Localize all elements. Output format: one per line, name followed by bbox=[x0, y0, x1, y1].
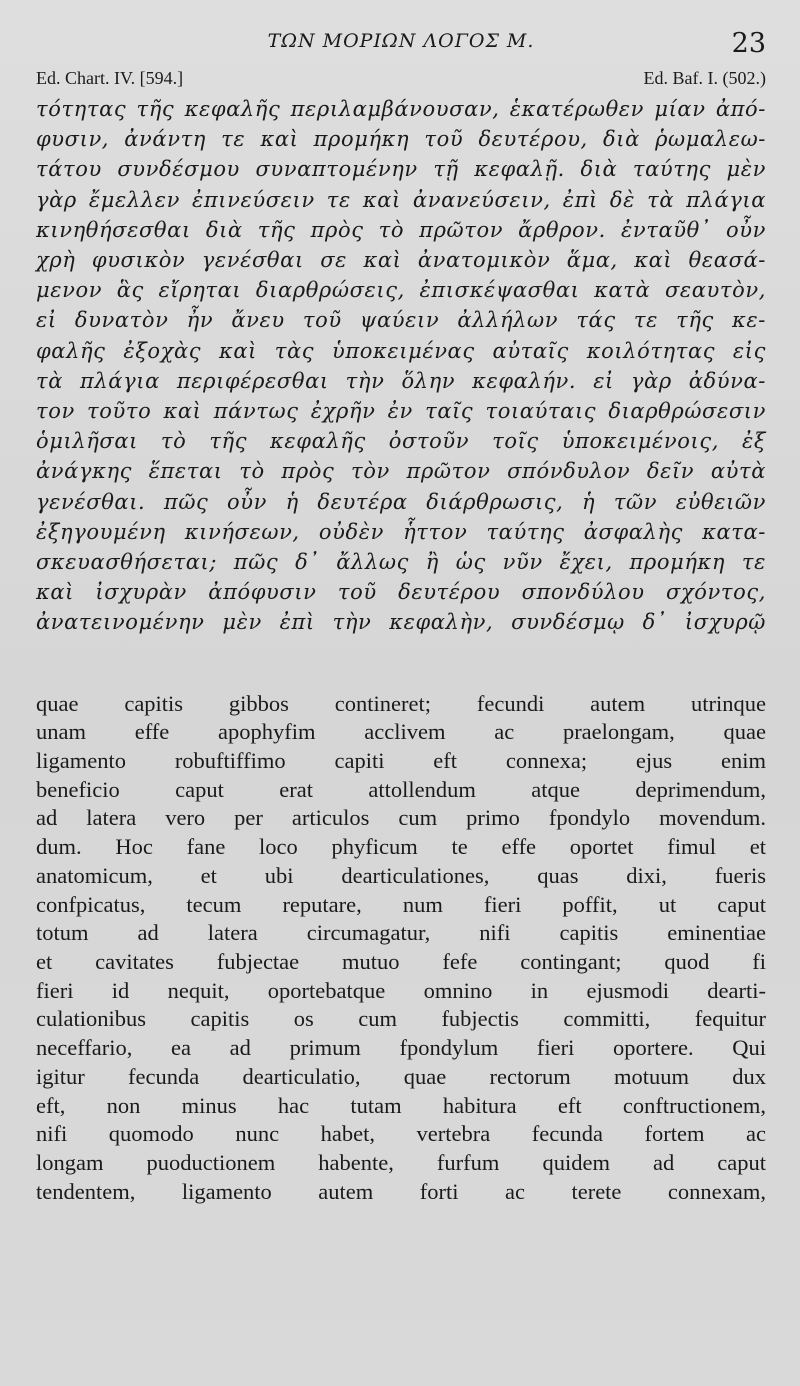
latin-text-line: ad latera vero per articulos cum primo fpondylo movendum. bbox=[36, 805, 766, 831]
greek-text-line: ὁμιλῆσαι τὸ τῆς κεφαλῆς ὀστοῦν τοῖς ὑποκειμένοις, ἐξ bbox=[36, 429, 766, 454]
latin-text-line: dum. Hoc fane loco phyficum te effe oportet fimul et bbox=[36, 834, 766, 860]
greek-text-line: κινηθήσεσθαι διὰ τῆς πρὸς τὸ πρῶτον ἄρθρον. ἐνταῦθ᾽ οὖν bbox=[36, 217, 766, 242]
latin-text-line: longam puoductionem habente, furfum quidem ad caput bbox=[36, 1149, 766, 1175]
greek-text-line: μενον ἃς εἴρηται διαρθρώσεις, ἐπισκέψασθαι κατὰ σεαυτὸν, bbox=[36, 278, 766, 303]
latin-text-line: unam effe apophyfim acclivem ac praelongam, quae bbox=[36, 719, 766, 745]
greek-text-line: σκευασθήσεται; πῶς δ᾽ ἄλλως ἢ ὡς νῦν ἔχει, προμήκη τε bbox=[36, 550, 766, 575]
page-number: 23 bbox=[731, 28, 766, 59]
greek-text-line: ἀνάγκης ἕπεται τὸ πρὸς τὸν πρῶτον σπόνδυλον δεῖν αὐτὰ bbox=[36, 459, 766, 484]
latin-text-block bbox=[36, 690, 766, 1207]
greek-text-line: καὶ ἰσχυρὰν ἀπόφυσιν τοῦ δευτέρου σπονδύλου σχόντος, bbox=[36, 580, 766, 605]
edition-left: Ed. Chart. IV. [594.] bbox=[36, 68, 184, 88]
running-head bbox=[36, 26, 766, 66]
greek-text-line: γενέσθαι. πῶς οὖν ἡ δευτέρα διάρθρωσις, ἡ τῶν εὐθειῶν bbox=[36, 489, 766, 514]
latin-text-line: totum ad latera circumagatur, nifi capitis eminentiae bbox=[36, 920, 766, 946]
latin-text-line: neceffario, ea ad primum fpondylum fieri oportere. Qui bbox=[36, 1035, 766, 1061]
latin-text-line: igitur fecunda dearticulatio, quae rectorum motuum dux bbox=[36, 1063, 766, 1089]
greek-text-line: χρὴ φυσικὸν γενέσθαι σε καὶ ἀνατομικὸν ἅμα, καὶ θεασά- bbox=[36, 248, 766, 273]
greek-text-line: τότητας τῆς κεφαλῆς περιλαμβάνουσαν, ἑκατέρωθεν μίαν ἀπό- bbox=[36, 97, 766, 121]
latin-text-line: ligamento robuftiffimo capiti eft connexa; ejus enim bbox=[36, 748, 766, 774]
greek-text-line: ἐξηγουμένη κινήσεων, οὐδὲν ἧττον ταύτης ἀσφαλὴς κατα- bbox=[36, 519, 766, 544]
edition-references bbox=[36, 68, 766, 94]
running-head-title: ΤΩΝ ΜΟΡΙΩΝ ΛΟΓΟΣ Μ. bbox=[267, 30, 535, 52]
greek-text-line: εἰ δυνατὸν ἦν ἄνευ τοῦ ψαύειν ἀλλήλων τάς τε τῆς κε- bbox=[36, 308, 766, 333]
latin-text-line: et cavitates fubjectae mutuo fefe contingant; quod fi bbox=[36, 948, 766, 974]
greek-text-line: τον τοῦτο καὶ πάντως ἐχρῆν ἐν ταῖς τοιαύταις διαρθρώσεσιν bbox=[36, 399, 766, 424]
greek-text-line: φυσιν, ἀνάντη τε καὶ προμήκη τοῦ δευτέρου, διὰ ῥωμαλεω- bbox=[36, 127, 766, 152]
latin-text-line: quae capitis gibbos contineret; fecundi autem utrinque bbox=[36, 690, 766, 716]
latin-text-line: beneficio caput erat attollendum atque deprimendum, bbox=[36, 776, 766, 802]
latin-text-line: tendentem, ligamento autem forti ac terete connexam, bbox=[36, 1178, 766, 1204]
latin-text-line: culationibus capitis os cum fubjectis committi, fequitur bbox=[36, 1006, 766, 1032]
greek-text-line: τάτου συνδέσμου συναπτομένην τῇ κεφαλῇ. διὰ ταύτης μὲν bbox=[36, 157, 766, 182]
latin-text-line: eft, non minus hac tutam habitura eft conftructionem, bbox=[36, 1092, 766, 1118]
greek-text-line: γὰρ ἔμελλεν ἐπινεύσειν τε καὶ ἀνανεύσειν, ἐπὶ δὲ τὰ πλάγια bbox=[36, 187, 766, 212]
greek-text-line: ἀνατεινομένην μὲν ἐπὶ τὴν κεφαλὴν, συνδέσμῳ δ᾽ ἰσχυρῷ bbox=[36, 610, 766, 635]
greek-text-block bbox=[36, 94, 766, 638]
latin-text-line: confpicatus, tecum reputare, num fieri poffit, ut caput bbox=[36, 891, 766, 917]
edition-right: Ed. Baf. I. (502.) bbox=[643, 68, 766, 88]
latin-text-line: fieri id nequit, oportebatque omnino in ejusmodi dearti- bbox=[36, 977, 766, 1003]
greek-text-line: φαλῆς ἐξοχὰς καὶ τὰς ὑποκειμένας αὐταῖς κοιλότητας εἰς bbox=[36, 338, 766, 363]
greek-text-line: τὰ πλάγια περιφέρεσθαι τὴν ὅλην κεφαλήν. εἰ γὰρ ἀδύνα- bbox=[36, 368, 766, 393]
latin-text-line: nifi quomodo nunc habet, vertebra fecunda fortem ac bbox=[36, 1121, 766, 1147]
latin-text-line: anatomicum, et ubi dearticulationes, quas dixi, fueris bbox=[36, 862, 766, 888]
